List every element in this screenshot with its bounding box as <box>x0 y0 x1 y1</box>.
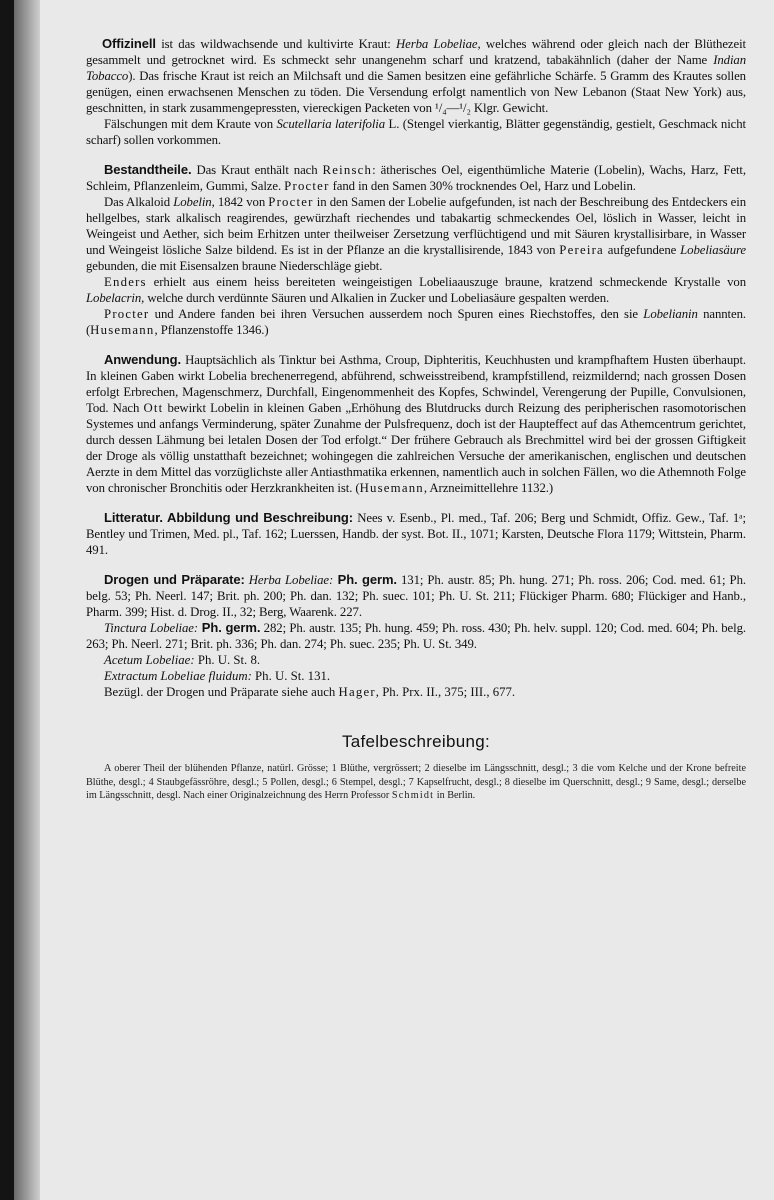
extractum-line <box>86 668 746 684</box>
riechstoff-paragraph <box>86 306 746 338</box>
offizinell-drug-name: Herba Lobeliae, <box>396 37 481 51</box>
riechstoff-text-1: und Andere fanden bei ihren Versuchen ausserdem noch Spuren eines Riechstoffes, den sie <box>149 307 644 321</box>
anwendung-text-2: bewirkt Lobelin in kleinen Gaben „Erhöhung des Blutdrucks durch Reizung des peripherischen rasomotorischen Systemes und anfangs Verminderung, später Zunahme der Pulsfrequenz, doch ist der Haupteffect auf das Athemcentrum gerichtet, durch dessen Lähmung bei letalen Dosen der Tod erfolgt.“ Der frühere Gebrauch als Brechmittel wird bei der grossen Giftigkeit der Droge als völlig unstatthaft bezeichnet; wohingegen die zahlreichen Versuche der amerikanischen, englischen und deutschen Aerzte in dem Mittel das vorzüglichste aller Antiasthmatika erkennen, namentlich auch in solchen Fällen, wo die Athemnoth Folge von chronischer Bronchitis oder Herzkrankheiten ist. ( <box>86 401 746 495</box>
author-ott: Ott <box>143 401 164 415</box>
author-procter-2: Procter <box>268 195 314 209</box>
bezuegl-text-2: , Ph. Prx. II., 375; III., 677. <box>375 685 516 699</box>
lobelin-text-2: 1842 von <box>214 195 269 209</box>
tinctura-paragraph <box>86 620 746 652</box>
offizinell-paragraph <box>86 36 746 116</box>
anwendung-heading: Anwendung. <box>104 352 181 367</box>
litteratur-paragraph <box>86 510 746 558</box>
lobelin-term: Lobelin, <box>173 195 215 209</box>
author-procter-3: Procter <box>104 307 150 321</box>
document-page <box>14 0 774 1200</box>
offizinell-common-name: Indian Tobacco <box>86 53 746 83</box>
lobeliasaeure-term: Lobeliasäure <box>680 243 746 257</box>
tafel-text-2: in Berlin. <box>434 790 476 801</box>
bezuegl-text-1: Bezügl. der Drogen und Präparate siehe auch <box>104 685 339 699</box>
extractum-term: Extractum Lobeliae fluidum: <box>104 669 252 683</box>
abbildung-heading: Abbildung und Beschreibung: <box>162 510 353 525</box>
offizinell-heading: Offizinell <box>102 36 156 51</box>
author-husemann: Husemann <box>90 323 155 337</box>
drogen-paragraph <box>86 572 746 620</box>
lobelin-text-5: gebunden, die mit Eisensalzen braune Niederschläge giebt. <box>86 259 383 273</box>
ph-germ-label: Ph. germ. <box>333 572 397 587</box>
enders-text-1: erhielt aus einem heiss bereiteten weingeistigen Lobeliaauszuge braune, kratzend schmeckende Krystalle von <box>146 275 746 289</box>
acetum-text: Ph. U. St. 8. <box>194 653 261 667</box>
anwendung-text-1: Hauptsächlich als Tinktur bei Asthma, Croup, Diphteritis, Keuchhusten und krampfhaftem Husten überhaupt. In kleinen Gaben wirkt Lobelia brechenerregend, abführend, schweisstreibend, krampfstillend, reizmildernd; nach grossen Dosen erfolgt Erbrechen, Magenschmerz, Durchfall, Eingenommenheit des Kopfes, Schwindel, Verengerung der Pupille, Convulsionen, Tod. Nach <box>86 353 746 415</box>
faelschungen-species: Scutellaria laterifolia <box>276 117 386 131</box>
offizinell-text-3: ). Das frische Kraut ist reich an Milchsaft und die Samen besitzen eine gefährliche Schärfe. 5 Gramm des Krautes sollen genügen, einen erwachsenen Menschen zu töden. Die Versendung erfolgt namentlich von New Lebanon (Staat New York) aus, geschnitten, in stark zusammengepressten, viereckigen Packeten von ¹/₄—¹/₂ Klgr. Gewicht. <box>86 69 746 115</box>
enders-text-2: welche durch verdünnte Säuren und Alkalien in Zucker und Lobeliasäure gespalten werden. <box>144 291 610 305</box>
acetum-term: Acetum Lobeliae: <box>104 653 195 667</box>
offizinell-text-2: welches während oder gleich nach der Blüthezeit gesammelt und getrocknet wird. Es schmeckt sehr unangenehm scharf und kratzend, tabakähnlich (daher der Name <box>86 37 746 67</box>
author-hager: Hager <box>338 685 376 699</box>
bestandtheile-heading: Bestandtheile. <box>104 162 192 177</box>
faelschungen-text-1: Fälschungen mit dem Kraute von <box>104 117 277 131</box>
lobelianin-term: Lobelianin <box>643 307 698 321</box>
author-schmidt: Schmidt <box>391 790 435 801</box>
ph-germ-label-2: Ph. germ. <box>198 620 261 635</box>
tafel-title: Tafelbeschreibung: <box>341 732 491 751</box>
bestandtheile-text-2: : ätherisches Oel, eigenthümliche Materie (Lobelin), Wachs, Harz, Fett, Schleim, Pflanzenleim, Gummi, Salze. <box>86 163 746 193</box>
lobelacrin-term: Lobelacrin, <box>86 291 145 305</box>
enders-paragraph <box>86 274 746 306</box>
author-reinsch: Reinsch <box>322 163 373 177</box>
lobelin-text-3: in den Samen der Lobelie aufgefunden, ist nach der Beschreibung des Entdeckers ein hellgelbes, stark alkalisch reagirendes, gewürzhaft riechendes und tabakartig schmeckendes Oel, löslich in Wasser, leicht in Weingeist und Aether, sich beim Erhitzen unter theilweiser Zersetzung verflüchtigend und mit Säuren krystallisirbare, in Wasser und Weingeist lösliche Salze bildend. Es ist in der Pflanze an die krystallisirende, 1843 von <box>86 195 747 257</box>
offizinell-text-1: ist das wildwachsende und kultivirte Kraut: <box>155 37 397 51</box>
bestandtheile-text-3: fand in den Samen 30% trocknendes Oel, Harz und Lobelin. <box>329 179 636 193</box>
acetum-line <box>86 652 746 668</box>
riechstoff-text-2: nannten. ( <box>86 307 746 337</box>
lobelin-text-1: Das Alkaloid <box>104 195 174 209</box>
litteratur-text: Nees v. Esenb., Pl. med., Taf. 206; Berg und Schmidt, Offiz. Gew., Taf. 1ᵃ; Bentley und Trimen, Med. pl., Taf. 162; Luerssen, Handb. der syst. Bot. II., 1071; Karsten, Deutsche Flora 1179; Wittstein, Pharm. 491. <box>86 511 746 557</box>
author-procter: Procter <box>284 179 330 193</box>
author-pereira: Pereira <box>559 243 604 257</box>
bestandtheile-paragraph <box>86 162 746 194</box>
lobelin-text-4: aufgefundene <box>603 243 681 257</box>
bezuegl-line <box>86 684 746 700</box>
author-enders: Enders <box>104 275 147 289</box>
drogen-text-1: 131; Ph. austr. 85; Ph. hung. 271; Ph. ross. 206; Cod. med. 61; Ph. belg. 53; Ph. Neerl. 147; Brit. ph. 200; Ph. dan. 132; Ph. suec. 101; Ph. U. St. 211; Flückiger Pharm. 680; Flückiger and Hanb., Pharm. 399; Hist. d. Drog. II., 32; Berg, Waarenk. 227. <box>86 573 746 619</box>
lobelin-paragraph <box>86 194 746 274</box>
tinctura-text: 282; Ph. austr. 135; Ph. hung. 459; Ph. ross. 430; Ph. helv. suppl. 120; Cod. med. 604; Ph. belg. 263; Ph. Neerl. 271; Brit. ph. 336; Ph. dan. 274; Ph. suec. 235; Ph. U. St. 349. <box>86 621 746 651</box>
tafel-description <box>86 762 746 803</box>
drogen-heading: Drogen und Präparate: <box>104 572 245 587</box>
author-husemann-2: Husemann <box>359 481 424 495</box>
herba-lobeliae-term: Herba Lobeliae: <box>244 573 334 587</box>
anwendung-paragraph <box>86 352 746 496</box>
faelschungen-paragraph <box>86 116 746 148</box>
riechstoff-text-3: , Pflanzenstoffe 1346.) <box>154 323 269 337</box>
extractum-text: Ph. U. St. 131. <box>251 669 331 683</box>
faelschungen-text-2: L. (Stengel vierkantig, Blätter gegenständig, gestielt, Geschmack nicht scharf) sollen vorkommen. <box>86 117 746 147</box>
tinctura-term: Tinctura Lobeliae: <box>104 621 199 635</box>
anwendung-text-3: , Arzneimittellehre 1132.) <box>423 481 554 495</box>
bestandtheile-text-1: Das Kraut enthält nach <box>191 163 323 177</box>
litteratur-heading: Litteratur. <box>104 510 163 525</box>
tafel-text-1: A oberer Theil der blühenden Pflanze, natürl. Grösse; 1 Blüthe, vergrössert; 2 dieselbe im Längsschnitt, desgl.; 3 die vom Kelche und der Krone befreite Blüthe, desgl.; 4 Staubgefässröhre, desgl.; 5 Pollen, desgl.; 6 Stempel, desgl.; 7 Kapselfrucht, desgl.; 8 dieselbe im Querschnitt, desgl.; 9 Same, desgl.; derselbe im Längsschnitt, desgl. Nach einer Originalzeichnung des Herrn Professor <box>86 763 746 801</box>
